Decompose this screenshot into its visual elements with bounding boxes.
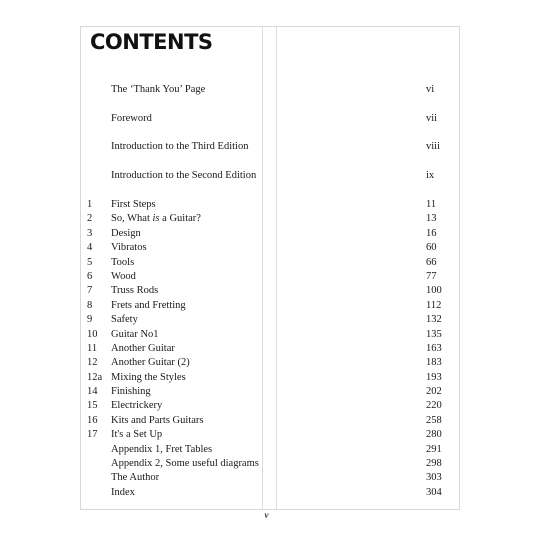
entry-page: vii [426,112,438,124]
chapter-number: 8 [87,299,93,311]
chapter-title: Kits and Parts Guitars [111,414,204,426]
chapter-title: Frets and Fretting [111,299,186,311]
chapter-item[interactable] [87,342,449,356]
chapter-item[interactable] [87,356,449,370]
front-matter-item[interactable] [111,140,443,169]
chapter-number: 14 [87,386,98,398]
entry-title: Foreword [111,112,152,124]
chapter-page: 258 [426,414,442,426]
chapter-number: 15 [87,400,98,412]
chapter-title: Index [111,486,135,498]
chapter-item[interactable] [87,313,449,327]
chapter-title: Electrickery [111,400,163,412]
chapter-title: Safety [111,314,138,326]
chapter-number: 11 [87,342,98,354]
chapter-page: 132 [426,314,442,326]
chapter-number: 9 [87,314,93,326]
chapter-number: 10 [87,328,98,340]
entry-page: ix [426,170,435,182]
front-matter-item[interactable] [111,83,443,112]
chapter-title: Design [111,227,141,239]
chapter-page: 135 [426,328,442,340]
chapter-item[interactable] [87,270,449,284]
chapter-number: 2 [87,213,93,225]
chapter-number: 5 [87,256,93,268]
chapter-title-part: So, What [111,213,153,225]
contents-page [80,26,460,510]
chapter-page: 193 [426,371,442,383]
chapter-item[interactable] [87,212,449,226]
chapter-item[interactable] [87,241,449,255]
chapter-page: 304 [426,486,442,498]
chapter-title: First Steps [111,199,156,210]
chapter-title: Guitar No1 [111,328,159,340]
chapter-number: 3 [87,227,93,239]
chapter-title: It's a Set Up [111,429,163,441]
chapter-number: 6 [87,270,93,282]
chapter-page: 183 [426,357,442,369]
chapter-number: 12 [87,357,98,369]
front-matter-list [111,83,443,198]
chapter-page: 202 [426,386,442,398]
chapter-title: Wood [111,270,136,282]
chapter-page: 60 [426,242,437,254]
chapter-number: 16 [87,414,98,426]
chapter-item[interactable] [87,284,449,298]
chapter-page: 13 [426,213,437,225]
chapter-page: 220 [426,400,442,412]
chapter-title: Tools [111,256,135,268]
chapter-title: Appendix 1, Fret Tables [111,443,213,455]
chapter-page: 100 [426,285,442,297]
chapter-item[interactable] [87,385,449,399]
chapter-title: Another Guitar (2) [111,357,190,369]
chapter-page: 303 [426,472,442,484]
chapter-list [87,198,449,500]
chapter-page: 280 [426,429,442,441]
chapter-title: Appendix 2, Some useful diagrams [111,458,259,470]
chapter-item[interactable] [87,414,449,428]
page-number: v [264,510,269,520]
chapter-page: 16 [426,227,437,239]
chapter-title [111,212,201,226]
chapter-title-part: a Guitar? [159,213,201,225]
chapter-number: 1 [87,199,93,210]
chapter-number: 12a [87,371,103,383]
chapter-page: 112 [426,299,442,311]
chapter-page: 77 [426,270,437,282]
entry-page: viii [426,141,441,153]
chapter-title: Another Guitar [111,342,175,354]
front-matter-item[interactable] [111,169,443,198]
chapter-page: 163 [426,342,442,354]
front-matter-item[interactable] [111,112,443,141]
chapter-title: Vibratos [111,242,147,254]
appendix-item[interactable] [87,443,449,457]
chapter-item[interactable] [87,227,449,241]
appendix-item[interactable] [87,457,449,471]
chapter-number: 17 [87,429,98,441]
chapter-item[interactable] [87,299,449,313]
chapter-page: 11 [426,199,437,210]
entry-title: Introduction to the Third Edition [111,141,249,153]
chapter-item[interactable] [87,256,449,270]
entry-page: vi [426,84,435,95]
chapter-item[interactable] [87,371,449,385]
chapter-item[interactable] [87,198,449,212]
chapter-number: 7 [87,285,93,297]
chapter-title: The Author [111,472,160,484]
chapter-page: 298 [426,458,442,470]
chapter-number: 4 [87,242,93,254]
chapter-title: Truss Rods [111,285,159,297]
chapter-item[interactable] [87,399,449,413]
entry-title: The ‘Thank You’ Page [111,84,206,95]
entry-title: Introduction to the Second Edition [111,170,257,182]
back-matter-item[interactable] [87,471,449,485]
chapter-item[interactable] [87,328,449,342]
chapter-item[interactable] [87,428,449,442]
chapter-title: Mixing the Styles [111,371,186,383]
chapter-title-emphasis: is [152,213,160,225]
chapter-title: Finishing [111,386,151,398]
page-title: CONTENTS [90,30,213,54]
back-matter-item[interactable] [87,486,449,500]
chapter-page: 66 [426,256,437,268]
chapter-page: 291 [426,443,442,455]
